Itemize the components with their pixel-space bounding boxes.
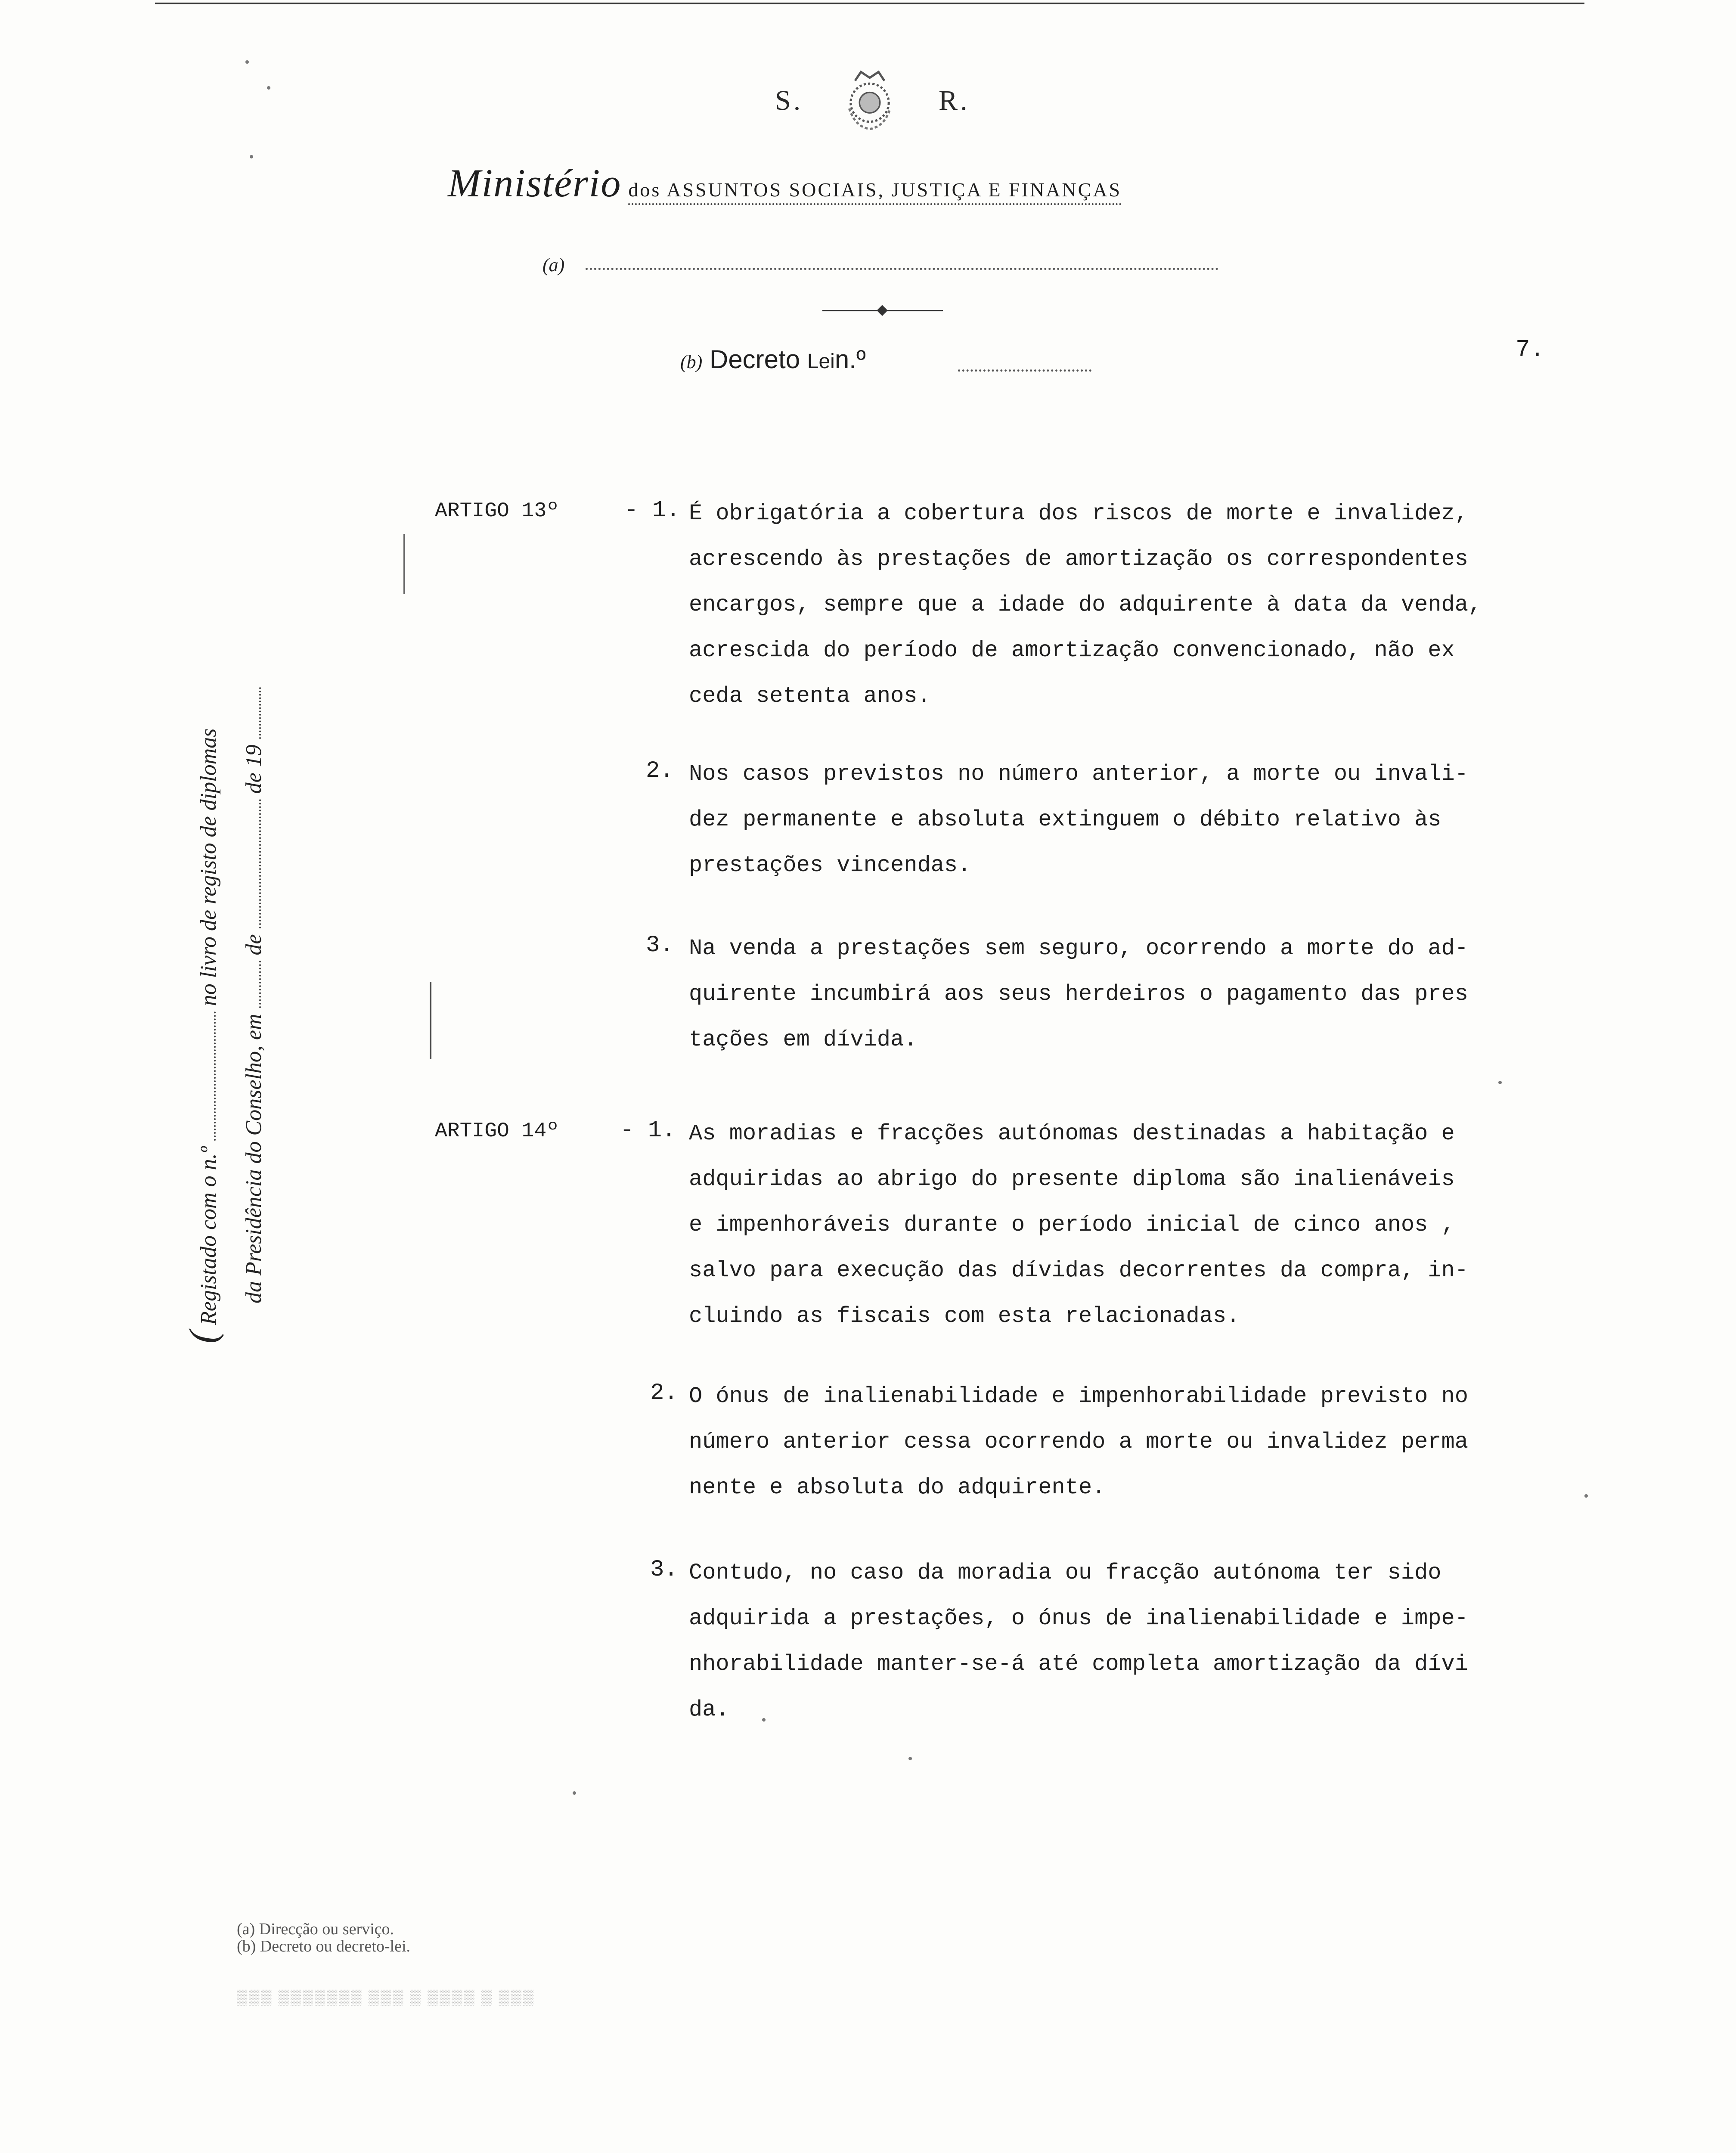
- divider-diamond-icon: [877, 305, 887, 316]
- article-13-item-2: [689, 751, 1468, 888]
- text-line: acrescida do período de amortização convencionado, não ex: [689, 638, 1455, 663]
- text-line: da.: [689, 1697, 729, 1722]
- scan-speck: [1498, 1081, 1502, 1084]
- text-line: prestações vincendas.: [689, 853, 971, 878]
- text-line: As moradias e fracções autónomas destinadas a habitação e: [689, 1121, 1455, 1146]
- sidebar-livro: no livro de registo de diplomas: [196, 728, 221, 1006]
- scan-speck: [267, 86, 270, 90]
- sidebar-registado: Registado com o n.º: [196, 1146, 221, 1325]
- decreto-label: Decreto: [709, 345, 800, 374]
- article-14-label: ARTIGO 14º: [435, 1120, 559, 1143]
- sidebar-presidencia: da Presidência do Conselho, em: [242, 1014, 266, 1303]
- text-line: nhorabilidade manter-se-á até completa amortização da dívi: [689, 1651, 1468, 1677]
- decreto-suffix: n.º: [834, 345, 866, 374]
- text-line: Contudo, no caso da moradia ou fracção autónoma ter sido: [689, 1560, 1442, 1585]
- sr-right-letter: R.: [939, 85, 970, 116]
- text-line: tações em dívida.: [689, 1027, 918, 1052]
- decreto-lei: Lei: [807, 350, 835, 373]
- article-14-item-3-num: 3.: [650, 1557, 678, 1583]
- footnote-a: (a) Direcção ou serviço.: [237, 1920, 394, 1938]
- text-line: dez permanente e absoluta extinguem o débito relativo às: [689, 807, 1442, 832]
- text-line: acrescendo às prestações de amortização os correspondentes: [689, 546, 1468, 572]
- margin-mark: [430, 982, 431, 1059]
- footnotes: [237, 1920, 410, 1955]
- article-14-item-2: [689, 1374, 1468, 1511]
- crest-icon: [833, 65, 906, 138]
- field-a-label: (a): [542, 254, 565, 276]
- article-14-item-1-num: - 1.: [620, 1117, 676, 1144]
- margin-mark: [403, 534, 405, 594]
- sidebar-row-2: [241, 687, 267, 1343]
- article-14-item-3: [689, 1550, 1468, 1733]
- sr-left-letter: S.: [775, 85, 803, 116]
- text-line: Na venda a prestações sem seguro, ocorrendo a morte do ad-: [689, 936, 1468, 961]
- text-line: adquirida a prestações, o ónus de inalienabilidade e impe-: [689, 1606, 1468, 1631]
- text-line: encargos, sempre que a idade do adquirente à data da venda,: [689, 592, 1482, 617]
- article-13-item-1-num: - 1.: [624, 497, 680, 524]
- scan-speck: [762, 1718, 766, 1722]
- text-line: Nos casos previstos no número anterior, a morte ou invali-: [689, 761, 1468, 787]
- text-line: adquiridas ao abrigo do presente diploma são inalienáveis: [689, 1166, 1455, 1192]
- text-line: cluindo as fiscais com esta relacionadas.: [689, 1303, 1240, 1329]
- footnote-b: (b) Decreto ou decreto-lei.: [237, 1937, 411, 1955]
- text-line: nente e absoluta do adquirente.: [689, 1475, 1106, 1500]
- scan-speck: [573, 1791, 576, 1795]
- sidebar-row-1: ( Registado com o n.º no livro de registo de diplomas: [182, 728, 224, 1343]
- text-line: salvo para execução das dívidas decorrentes da compra, in-: [689, 1258, 1468, 1283]
- ministry-title: Ministério: [448, 161, 622, 205]
- decreto-line: [680, 344, 866, 374]
- sidebar-de19: de 19: [242, 745, 266, 794]
- text-line: É obrigatória a cobertura dos riscos de morte e invalidez,: [689, 501, 1468, 526]
- decreto-prefix: (b): [680, 351, 703, 372]
- text-line: quirente incumbirá aos seus herdeiros o pagamento das pres: [689, 981, 1468, 1007]
- article-13-item-2-num: 2.: [646, 758, 674, 784]
- article-13-item-3: [689, 926, 1468, 1063]
- sidebar-de: de: [242, 934, 266, 956]
- article-13-label: ARTIGO 13º: [435, 499, 559, 523]
- top-rule: [155, 3, 1584, 4]
- ministry-heading: [448, 160, 1122, 206]
- article-14-item-2-num: 2.: [650, 1380, 678, 1406]
- scan-speck: [1584, 1494, 1588, 1498]
- decreto-number-blank: [958, 369, 1091, 372]
- article-14-item-1: [689, 1111, 1468, 1339]
- scan-speck: [250, 155, 253, 158]
- text-line: ceda setenta anos.: [689, 683, 931, 709]
- text-line: O ónus de inalienabilidade e impenhorabilidade previsto no: [689, 1384, 1468, 1409]
- scan-speck: [245, 60, 249, 64]
- article-13-item-3-num: 3.: [646, 932, 674, 959]
- page-number: 7.: [1516, 336, 1545, 363]
- field-a-blank: [586, 268, 1218, 270]
- scan-speck: [908, 1757, 912, 1760]
- faint-printer-mark: ▒▒▒ ▒▒▒▒▒▒▒ ▒▒▒ ▒ ▒▒▒▒ ▒ ▒▒▒: [237, 1989, 535, 2005]
- text-line: número anterior cessa ocorrendo a morte ou invalidez perma: [689, 1429, 1468, 1455]
- article-13-item-1: [689, 491, 1482, 719]
- ministry-name: dos ASSUNTOS SOCIAIS, JUSTIÇA E FINANÇAS: [628, 179, 1122, 205]
- text-line: e impenhoráveis durante o período inicial de cinco anos ,: [689, 1212, 1455, 1238]
